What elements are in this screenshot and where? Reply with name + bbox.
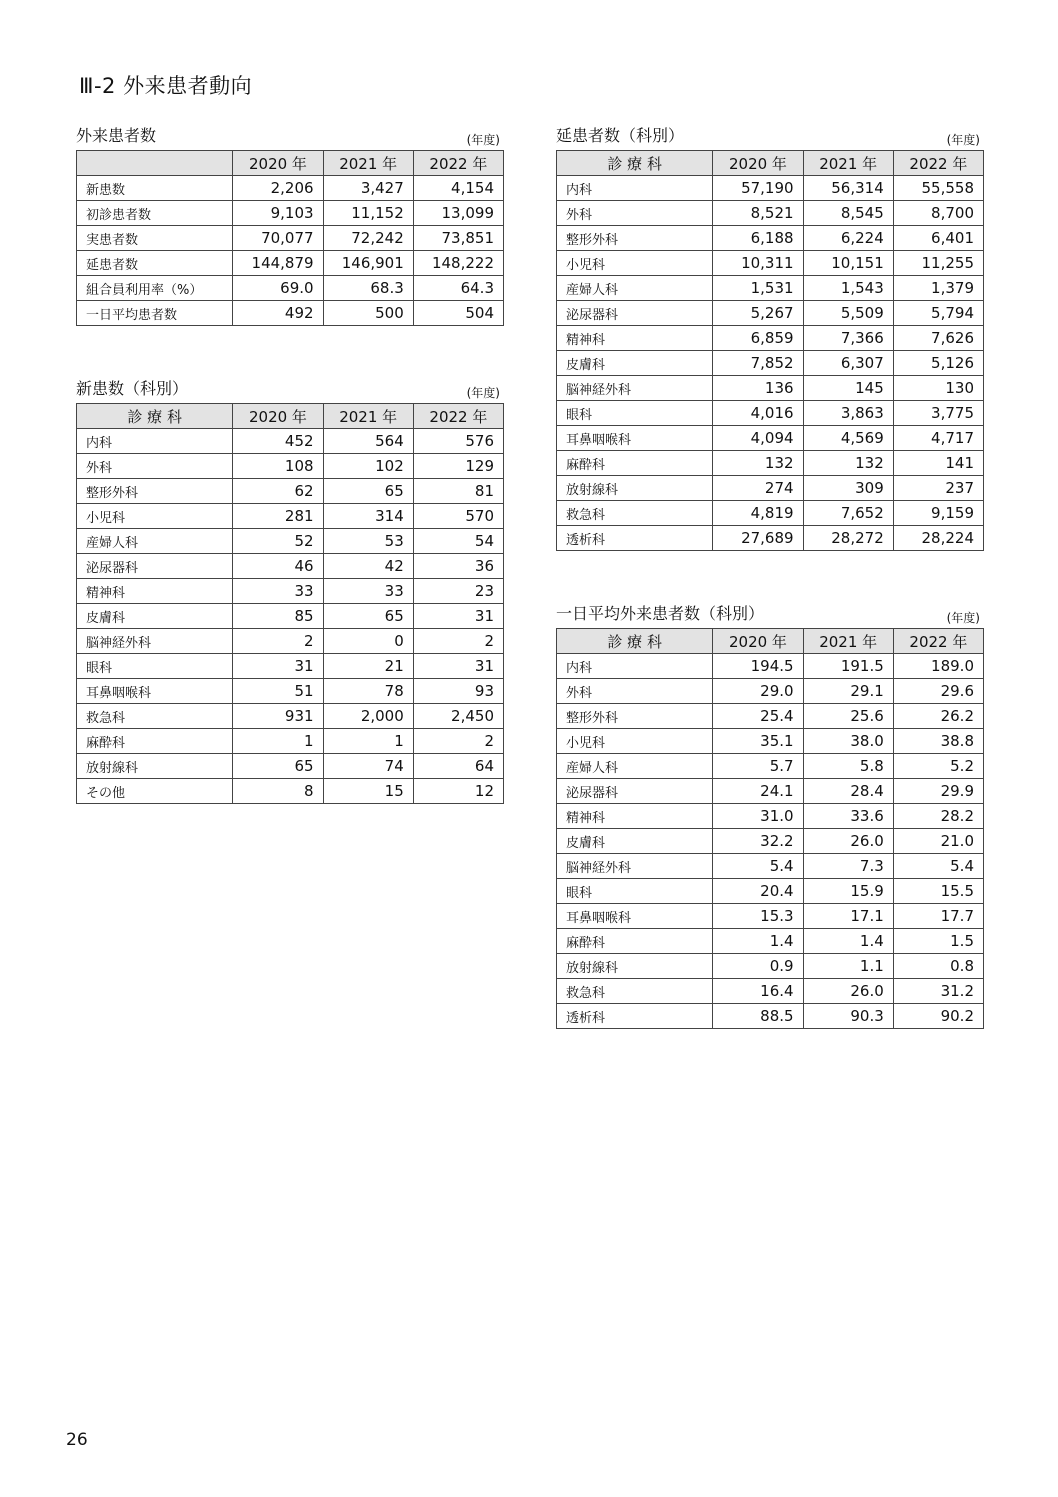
value-cell: 564 (323, 429, 413, 454)
table-row (557, 679, 984, 704)
value-cell: 10,151 (803, 251, 893, 276)
value-cell: 17.1 (803, 904, 893, 929)
row-label: 脳神経外科 (557, 376, 713, 401)
value-cell: 28,224 (893, 526, 983, 551)
value-cell: 6,188 (713, 226, 803, 251)
value-cell: 62 (233, 479, 323, 504)
table-row (557, 276, 984, 301)
table-row (77, 629, 504, 654)
unit-label: (年度) (466, 133, 500, 147)
value-cell: 26.0 (803, 979, 893, 1004)
row-label: 産婦人科 (557, 754, 713, 779)
value-cell: 274 (713, 476, 803, 501)
value-cell: 31 (413, 604, 503, 629)
outpatient-table (76, 150, 504, 326)
value-cell: 28.2 (893, 804, 983, 829)
value-cell: 11,152 (323, 201, 413, 226)
value-cell: 2 (413, 729, 503, 754)
value-cell: 309 (803, 476, 893, 501)
row-label: 麻酔科 (557, 929, 713, 954)
value-cell: 16.4 (713, 979, 803, 1004)
value-cell: 6,859 (713, 326, 803, 351)
value-cell: 3,863 (803, 401, 893, 426)
value-cell: 64.3 (413, 276, 503, 301)
value-cell: 52 (233, 529, 323, 554)
value-cell: 5,509 (803, 301, 893, 326)
value-cell: 7,852 (713, 351, 803, 376)
header-row (557, 629, 984, 654)
row-label: 耳鼻咽喉科 (557, 426, 713, 451)
table-row (557, 401, 984, 426)
table-row (77, 654, 504, 679)
value-cell: 191.5 (803, 654, 893, 679)
value-cell: 931 (233, 704, 323, 729)
value-cell: 129 (413, 454, 503, 479)
row-label: 透析科 (557, 526, 713, 551)
column-header-year: 2022 年 (413, 404, 503, 429)
value-cell: 2,000 (323, 704, 413, 729)
row-label: 整形外科 (77, 479, 233, 504)
column-header-year: 2022 年 (893, 151, 983, 176)
value-cell: 70,077 (233, 226, 323, 251)
daily-average-table (556, 628, 984, 1029)
row-label: 外科 (557, 201, 713, 226)
value-cell: 0.9 (713, 954, 803, 979)
value-cell: 24.1 (713, 779, 803, 804)
value-cell: 69.0 (233, 276, 323, 301)
value-cell: 23 (413, 579, 503, 604)
value-cell: 74 (323, 754, 413, 779)
table-row (77, 579, 504, 604)
table-row (557, 251, 984, 276)
value-cell: 38.8 (893, 729, 983, 754)
row-label: 麻酔科 (557, 451, 713, 476)
table-row (77, 429, 504, 454)
value-cell: 4,717 (893, 426, 983, 451)
row-label: 麻酔科 (77, 729, 233, 754)
value-cell: 1.4 (803, 929, 893, 954)
row-label: 泌尿器科 (77, 554, 233, 579)
value-cell: 85 (233, 604, 323, 629)
value-cell: 1.5 (893, 929, 983, 954)
table-row (557, 729, 984, 754)
row-label: 泌尿器科 (557, 779, 713, 804)
table-row (77, 529, 504, 554)
table-row (557, 779, 984, 804)
row-label: 外科 (77, 454, 233, 479)
table-row (557, 704, 984, 729)
table-row (557, 804, 984, 829)
value-cell: 7,366 (803, 326, 893, 351)
value-cell: 504 (413, 301, 503, 326)
value-cell: 46 (233, 554, 323, 579)
value-cell: 73,851 (413, 226, 503, 251)
table-title: 一日平均外来患者数（科別） (556, 604, 765, 623)
row-label: 脳神経外科 (557, 854, 713, 879)
value-cell: 5,126 (893, 351, 983, 376)
table-row (77, 454, 504, 479)
header-row (77, 151, 504, 176)
row-label: 救急科 (77, 704, 233, 729)
value-cell: 5.4 (893, 854, 983, 879)
row-label: 透析科 (557, 1004, 713, 1029)
table-title: 新患数（科別） (76, 379, 189, 398)
value-cell: 15.5 (893, 879, 983, 904)
value-cell: 1.1 (803, 954, 893, 979)
value-cell: 136 (713, 376, 803, 401)
value-cell: 21 (323, 654, 413, 679)
value-cell: 4,819 (713, 501, 803, 526)
value-cell: 42 (323, 554, 413, 579)
table-row (557, 754, 984, 779)
column-header-department: 診 療 科 (557, 629, 713, 654)
value-cell: 1 (323, 729, 413, 754)
table-row (557, 854, 984, 879)
table-row (557, 929, 984, 954)
value-cell: 6,401 (893, 226, 983, 251)
outpatient-table-block (76, 122, 504, 326)
row-label: 精神科 (557, 326, 713, 351)
table-row (557, 426, 984, 451)
value-cell: 65 (233, 754, 323, 779)
row-label: 救急科 (557, 501, 713, 526)
table-header-bar (76, 122, 504, 150)
value-cell: 81 (413, 479, 503, 504)
table-row (557, 301, 984, 326)
value-cell: 29.6 (893, 679, 983, 704)
value-cell: 8,521 (713, 201, 803, 226)
value-cell: 9,103 (233, 201, 323, 226)
value-cell: 314 (323, 504, 413, 529)
value-cell: 189.0 (893, 654, 983, 679)
value-cell: 25.4 (713, 704, 803, 729)
daily-average-table-block (556, 600, 984, 1029)
value-cell: 0.8 (893, 954, 983, 979)
value-cell: 28.4 (803, 779, 893, 804)
table-row (557, 176, 984, 201)
value-cell: 17.7 (893, 904, 983, 929)
row-label: 組合員利用率（%） (77, 276, 233, 301)
value-cell: 31 (233, 654, 323, 679)
value-cell: 29.0 (713, 679, 803, 704)
table-header-bar (76, 375, 504, 403)
value-cell: 68.3 (323, 276, 413, 301)
value-cell: 7,652 (803, 501, 893, 526)
table-row (557, 526, 984, 551)
value-cell: 3,427 (323, 176, 413, 201)
value-cell: 90.2 (893, 1004, 983, 1029)
column-header-year: 2020 年 (233, 151, 323, 176)
table-row (77, 226, 504, 251)
row-label: 皮膚科 (557, 351, 713, 376)
row-label: 泌尿器科 (557, 301, 713, 326)
value-cell: 5.4 (713, 854, 803, 879)
value-cell: 3,775 (893, 401, 983, 426)
row-label: 耳鼻咽喉科 (557, 904, 713, 929)
table-row (557, 476, 984, 501)
table-row (557, 954, 984, 979)
new-patients-table (76, 403, 504, 804)
value-cell: 36 (413, 554, 503, 579)
table-row (557, 654, 984, 679)
value-cell: 32.2 (713, 829, 803, 854)
value-cell: 29.9 (893, 779, 983, 804)
row-label: 放射線科 (557, 954, 713, 979)
value-cell: 281 (233, 504, 323, 529)
value-cell: 8,545 (803, 201, 893, 226)
value-cell: 15.9 (803, 879, 893, 904)
value-cell: 7,626 (893, 326, 983, 351)
value-cell: 15 (323, 779, 413, 804)
row-label: 産婦人科 (77, 529, 233, 554)
value-cell: 1,379 (893, 276, 983, 301)
row-label: 初診患者数 (77, 201, 233, 226)
row-label: 放射線科 (77, 754, 233, 779)
value-cell: 33.6 (803, 804, 893, 829)
value-cell: 26.2 (893, 704, 983, 729)
value-cell: 141 (893, 451, 983, 476)
row-label: 実患者数 (77, 226, 233, 251)
table-title: 外来患者数 (76, 126, 157, 145)
row-label: その他 (77, 779, 233, 804)
value-cell: 31.0 (713, 804, 803, 829)
table-row (557, 1004, 984, 1029)
value-cell: 1 (233, 729, 323, 754)
value-cell: 33 (233, 579, 323, 604)
value-cell: 38.0 (803, 729, 893, 754)
table-header-bar (556, 122, 984, 150)
value-cell: 452 (233, 429, 323, 454)
row-label: 精神科 (557, 804, 713, 829)
row-label: 新患数 (77, 176, 233, 201)
column-header-year: 2020 年 (713, 151, 803, 176)
value-cell: 20.4 (713, 879, 803, 904)
row-label: 延患者数 (77, 251, 233, 276)
column-header-year: 2021 年 (803, 151, 893, 176)
row-label: 整形外科 (557, 704, 713, 729)
value-cell: 570 (413, 504, 503, 529)
column-header-year: 2021 年 (323, 404, 413, 429)
value-cell: 144,879 (233, 251, 323, 276)
value-cell: 5.2 (893, 754, 983, 779)
row-label: 産婦人科 (557, 276, 713, 301)
value-cell: 54 (413, 529, 503, 554)
value-cell: 26.0 (803, 829, 893, 854)
value-cell: 130 (893, 376, 983, 401)
new-patients-table-block (76, 375, 504, 804)
value-cell: 29.1 (803, 679, 893, 704)
table-title: 延患者数（科別） (556, 126, 685, 145)
row-label: 精神科 (77, 579, 233, 604)
value-cell: 5.8 (803, 754, 893, 779)
row-label: 内科 (557, 176, 713, 201)
table-row (77, 276, 504, 301)
value-cell: 5.7 (713, 754, 803, 779)
value-cell: 6,224 (803, 226, 893, 251)
value-cell: 2,206 (233, 176, 323, 201)
value-cell: 146,901 (323, 251, 413, 276)
value-cell: 5,794 (893, 301, 983, 326)
value-cell: 31.2 (893, 979, 983, 1004)
value-cell: 88.5 (713, 1004, 803, 1029)
value-cell: 12 (413, 779, 503, 804)
page-title: Ⅲ-2 外来患者動向 (79, 74, 253, 98)
row-label: 眼科 (77, 654, 233, 679)
value-cell: 35.1 (713, 729, 803, 754)
table-row (557, 326, 984, 351)
value-cell: 9,159 (893, 501, 983, 526)
value-cell: 132 (713, 451, 803, 476)
value-cell: 33 (323, 579, 413, 604)
row-label: 小児科 (77, 504, 233, 529)
row-label: 整形外科 (557, 226, 713, 251)
value-cell: 148,222 (413, 251, 503, 276)
row-label: 皮膚科 (77, 604, 233, 629)
value-cell: 102 (323, 454, 413, 479)
value-cell: 2 (233, 629, 323, 654)
value-cell: 57,190 (713, 176, 803, 201)
value-cell: 5,267 (713, 301, 803, 326)
column-header-year: 2020 年 (713, 629, 803, 654)
table-row (77, 176, 504, 201)
table-row (557, 904, 984, 929)
value-cell: 0 (323, 629, 413, 654)
value-cell: 78 (323, 679, 413, 704)
table-row (557, 501, 984, 526)
table-row (77, 251, 504, 276)
row-label: 眼科 (557, 879, 713, 904)
value-cell: 4,094 (713, 426, 803, 451)
value-cell: 10,311 (713, 251, 803, 276)
value-cell: 72,242 (323, 226, 413, 251)
value-cell: 13,099 (413, 201, 503, 226)
table-header-bar (556, 600, 984, 628)
column-header-year: 2021 年 (323, 151, 413, 176)
table-row (557, 879, 984, 904)
value-cell: 64 (413, 754, 503, 779)
table-row (557, 829, 984, 854)
value-cell: 7.3 (803, 854, 893, 879)
unit-label: (年度) (946, 611, 980, 625)
row-label: 眼科 (557, 401, 713, 426)
value-cell: 4,016 (713, 401, 803, 426)
row-label: 皮膚科 (557, 829, 713, 854)
table-row (557, 201, 984, 226)
value-cell: 500 (323, 301, 413, 326)
value-cell: 65 (323, 479, 413, 504)
value-cell: 1,543 (803, 276, 893, 301)
column-header-year: 2020 年 (233, 404, 323, 429)
table-row (77, 679, 504, 704)
value-cell: 1.4 (713, 929, 803, 954)
column-header-department: 診 療 科 (557, 151, 713, 176)
value-cell: 53 (323, 529, 413, 554)
value-cell: 31 (413, 654, 503, 679)
row-label: 放射線科 (557, 476, 713, 501)
table-row (557, 226, 984, 251)
table-row (77, 301, 504, 326)
row-label: 内科 (77, 429, 233, 454)
header-row (77, 404, 504, 429)
row-label: 外科 (557, 679, 713, 704)
table-row (77, 479, 504, 504)
total-patients-table-block (556, 122, 984, 551)
value-cell: 11,255 (893, 251, 983, 276)
value-cell: 2 (413, 629, 503, 654)
value-cell: 132 (803, 451, 893, 476)
row-label: 脳神経外科 (77, 629, 233, 654)
value-cell: 15.3 (713, 904, 803, 929)
unit-label: (年度) (466, 386, 500, 400)
value-cell: 1,531 (713, 276, 803, 301)
value-cell: 145 (803, 376, 893, 401)
value-cell: 4,154 (413, 176, 503, 201)
value-cell: 4,569 (803, 426, 893, 451)
column-header-year: 2022 年 (413, 151, 503, 176)
table-row (77, 504, 504, 529)
row-label: 救急科 (557, 979, 713, 1004)
table-row (557, 979, 984, 1004)
value-cell: 28,272 (803, 526, 893, 551)
table-row (557, 351, 984, 376)
value-cell: 194.5 (713, 654, 803, 679)
value-cell: 56,314 (803, 176, 893, 201)
value-cell: 21.0 (893, 829, 983, 854)
value-cell: 55,558 (893, 176, 983, 201)
table-row (557, 451, 984, 476)
row-label: 小児科 (557, 251, 713, 276)
header-row (557, 151, 984, 176)
value-cell: 90.3 (803, 1004, 893, 1029)
column-header-year: 2021 年 (803, 629, 893, 654)
value-cell: 2,450 (413, 704, 503, 729)
value-cell: 27,689 (713, 526, 803, 551)
value-cell: 6,307 (803, 351, 893, 376)
page-number: 26 (66, 1430, 88, 1450)
table-row (557, 376, 984, 401)
value-cell: 576 (413, 429, 503, 454)
value-cell: 51 (233, 679, 323, 704)
row-label: 一日平均患者数 (77, 301, 233, 326)
table-row (77, 704, 504, 729)
total-patients-table (556, 150, 984, 551)
value-cell: 492 (233, 301, 323, 326)
value-cell: 25.6 (803, 704, 893, 729)
value-cell: 108 (233, 454, 323, 479)
value-cell: 8 (233, 779, 323, 804)
column-header-department (77, 151, 233, 176)
value-cell: 237 (893, 476, 983, 501)
row-label: 小児科 (557, 729, 713, 754)
row-label: 内科 (557, 654, 713, 679)
value-cell: 65 (323, 604, 413, 629)
value-cell: 93 (413, 679, 503, 704)
row-label: 耳鼻咽喉科 (77, 679, 233, 704)
table-row (77, 754, 504, 779)
value-cell: 8,700 (893, 201, 983, 226)
table-row (77, 604, 504, 629)
table-row (77, 201, 504, 226)
table-row (77, 554, 504, 579)
unit-label: (年度) (946, 133, 980, 147)
table-row (77, 729, 504, 754)
column-header-year: 2022 年 (893, 629, 983, 654)
column-header-department: 診 療 科 (77, 404, 233, 429)
table-row (77, 779, 504, 804)
